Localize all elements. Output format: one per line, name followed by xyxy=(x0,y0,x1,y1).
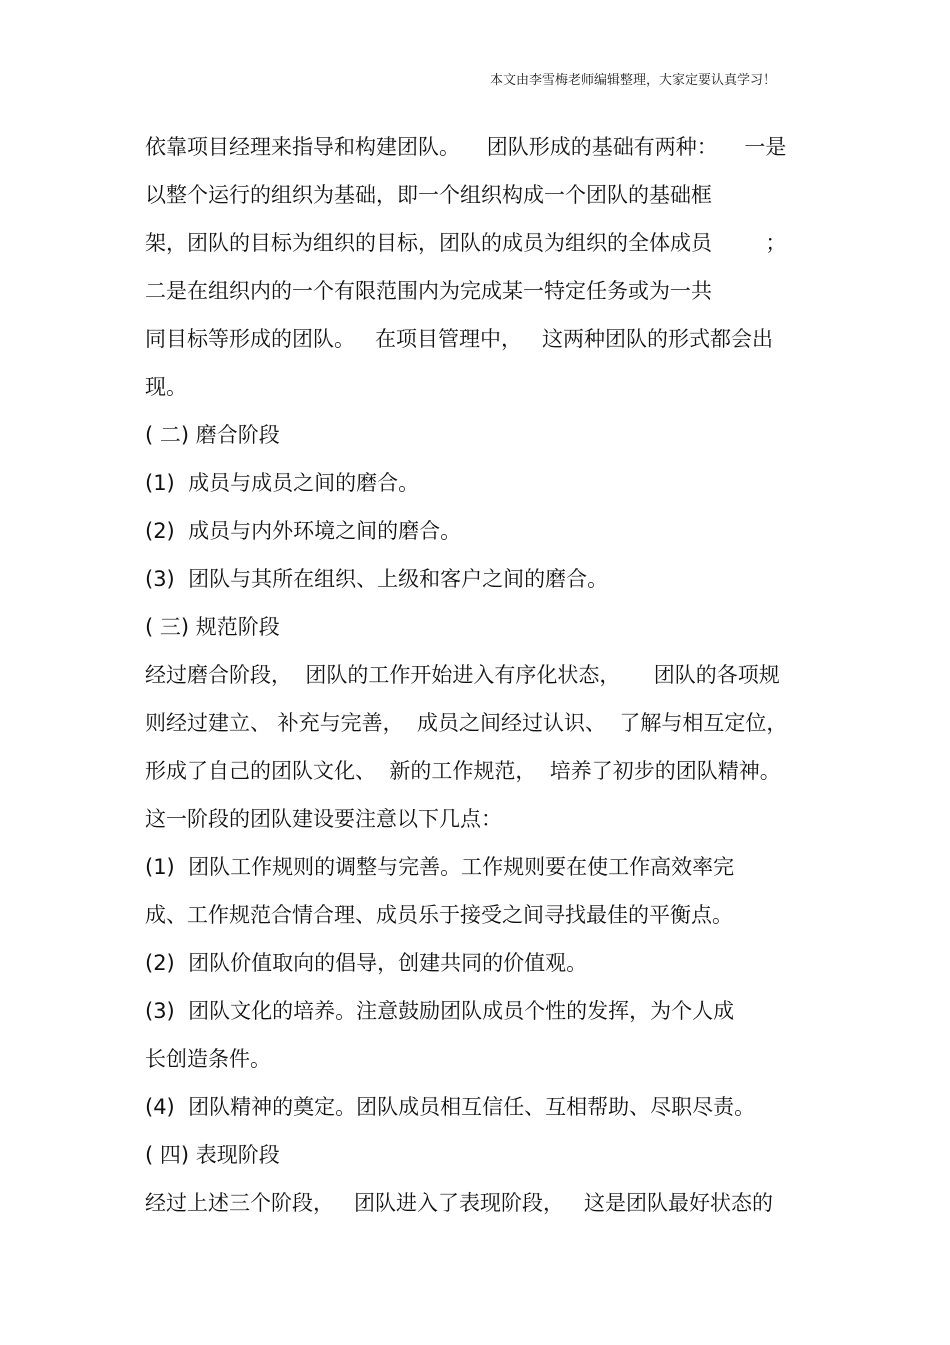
paragraph-line: 经过上述三个阶段， 团队进入了表现阶段， 这是团队最好状态的 xyxy=(145,1191,774,1215)
paragraph-line: 则经过建立、 补充与完善， 成员之间经过认识、 了解与相互定位， xyxy=(145,711,788,735)
list-item: (4) 团队精神的奠定。团队成员相互信任、互相帮助、尽职尽责。 xyxy=(145,1095,756,1119)
paragraph-line: 架，团队的目标为组织的目标，团队的成员为组织的全体成员 ； xyxy=(145,231,787,255)
paragraph-line: 以整个运行的组织为基础，即一个组织构成一个团队的基础框 xyxy=(145,183,712,207)
list-item-continuation: 成、工作规范合情合理、成员乐于接受之间寻找最佳的平衡点。 xyxy=(145,903,733,927)
section-heading: ( 四) 表现阶段 xyxy=(145,1143,280,1167)
paragraph-line: 形成了自己的团队文化、 新的工作规范， 培养了初步的团队精神。 xyxy=(145,759,781,783)
list-item: (1) 团队工作规则的调整与完善。工作规则要在使工作高效率完 xyxy=(145,855,735,879)
list-item: (3) 团队文化的培养。注意鼓励团队成员个性的发挥，为个人成 xyxy=(145,999,735,1023)
page-header-note: 本文由李雪梅老师编辑整理，大家定要认真学习！ xyxy=(490,73,777,88)
list-item: (3) 团队与其所在组织、上级和客户之间的磨合。 xyxy=(145,567,609,591)
list-item-continuation: 长创造条件。 xyxy=(145,1047,271,1071)
section-heading: ( 三) 规范阶段 xyxy=(145,615,280,639)
paragraph-line: 二是在组织内的一个有限范围内为完成某一特定任务或为一共 xyxy=(145,279,712,303)
list-item: (1) 成员与成员之间的磨合。 xyxy=(145,471,420,495)
paragraph-line: 同目标等形成的团队。 在项目管理中， 这两种团队的形式都会出 xyxy=(145,327,774,351)
paragraph-line: 依靠项目经理来指导和构建团队。 团队形成的基础有两种： 一是 xyxy=(145,135,787,159)
paragraph-line: 现。 xyxy=(145,375,187,399)
list-item: (2) 成员与内外环境之间的磨合。 xyxy=(145,519,462,543)
paragraph-line: 这一阶段的团队建设要注意以下几点： xyxy=(145,807,502,831)
section-heading: ( 二) 磨合阶段 xyxy=(145,423,280,447)
paragraph-line: 经过磨合阶段， 团队的工作开始进入有序化状态， 团队的各项规 xyxy=(145,663,780,687)
list-item: (2) 团队价值取向的倡导，创建共同的价值观。 xyxy=(145,951,588,975)
